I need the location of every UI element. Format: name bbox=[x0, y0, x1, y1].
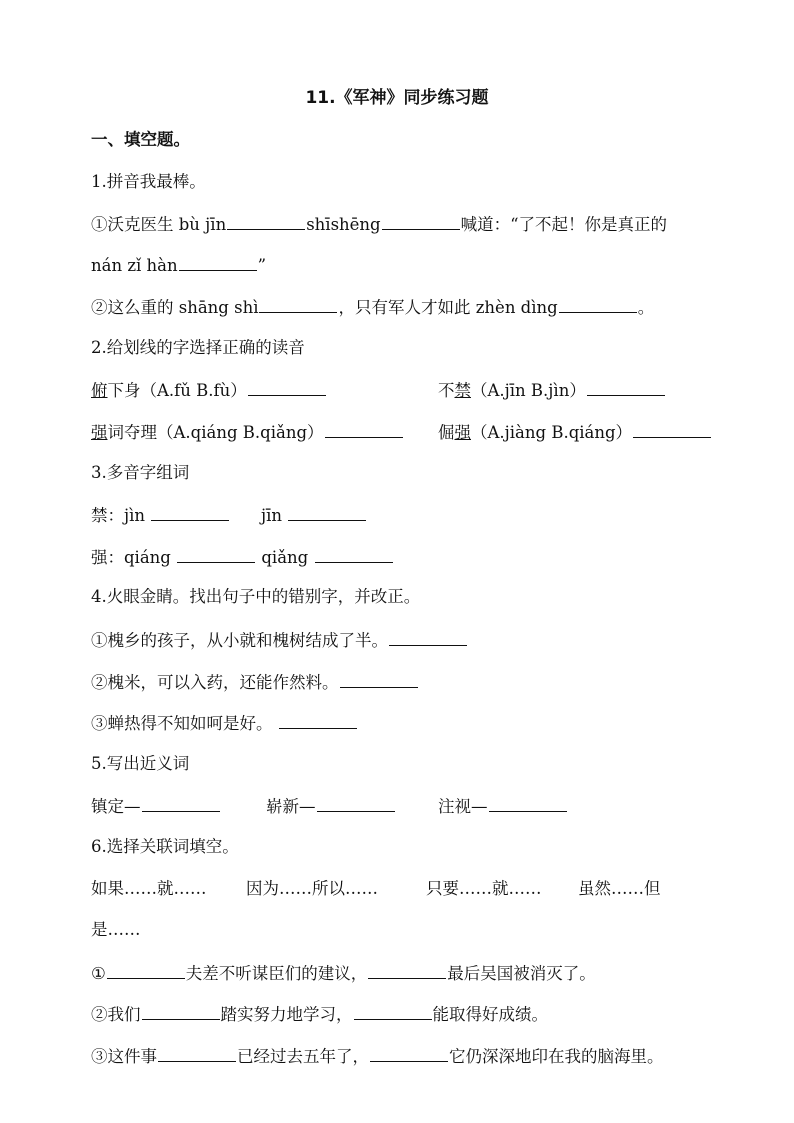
answer-blank[interactable] bbox=[248, 377, 326, 396]
q1-text: shīshēng bbox=[306, 215, 381, 234]
q3-text: qiǎng bbox=[261, 548, 309, 567]
q6-sentence-1 bbox=[91, 960, 734, 986]
q3-text: jīn bbox=[261, 506, 283, 525]
q4-sentence-2 bbox=[91, 669, 734, 695]
answer-blank[interactable] bbox=[382, 211, 460, 230]
q5-text: 崭新— bbox=[266, 797, 316, 816]
q2-item-text: 下身（A.fǔ B.fù） bbox=[107, 381, 247, 400]
answer-blank[interactable] bbox=[389, 627, 467, 646]
answer-blank[interactable] bbox=[587, 377, 665, 396]
q3-text: 禁：jìn bbox=[91, 506, 146, 525]
q2-item-text: （A.jīn B.jìn） bbox=[471, 381, 586, 400]
q1-line-2 bbox=[91, 252, 734, 278]
q2-item-text: 倔 bbox=[438, 423, 455, 442]
q2-heading: 2.给划线的字选择正确的读音 bbox=[91, 338, 305, 357]
q4-text: ③蝉热得不知如呵是好。 bbox=[91, 714, 273, 733]
q6-option: 因为……所以…… bbox=[246, 879, 378, 898]
answer-blank[interactable] bbox=[633, 419, 711, 438]
q1-text: ，只有军人才如此 zhèn dìng bbox=[338, 298, 558, 317]
answer-blank[interactable] bbox=[354, 1001, 432, 1020]
answer-blank[interactable] bbox=[317, 793, 395, 812]
q1-line-1 bbox=[91, 211, 734, 237]
answer-blank[interactable] bbox=[370, 1043, 448, 1062]
section-heading-fill-blanks: 一、填空题。 bbox=[91, 130, 190, 149]
q5-item bbox=[266, 793, 396, 819]
q4-sentence-3 bbox=[91, 710, 734, 736]
q6-options-wrap: 是…… bbox=[91, 920, 141, 939]
answer-blank[interactable] bbox=[489, 793, 567, 812]
q2-item-a bbox=[91, 377, 327, 403]
q6-sentence-3 bbox=[91, 1043, 734, 1069]
q1-text: ①沃克医生 bù jīn bbox=[91, 215, 227, 234]
q1-line-3 bbox=[91, 294, 734, 320]
answer-blank[interactable] bbox=[227, 211, 305, 230]
q2-item-c bbox=[91, 419, 404, 445]
q4-text: ①槐乡的孩子，从小就和槐树结成了半。 bbox=[91, 631, 388, 650]
underlined-char: 强 bbox=[91, 423, 108, 442]
answer-blank[interactable] bbox=[158, 1043, 236, 1062]
underlined-char: 强 bbox=[454, 423, 471, 442]
q6-sentence-2 bbox=[91, 1001, 734, 1027]
underlined-char: 俯 bbox=[91, 381, 108, 400]
q6-option: 虽然……但 bbox=[578, 879, 661, 898]
q5-text: 镇定— bbox=[91, 797, 141, 816]
q5-item bbox=[438, 793, 568, 819]
q1-text: ②这么重的 shāng shì bbox=[91, 298, 259, 317]
q4-sentence-1 bbox=[91, 627, 734, 653]
q5-item bbox=[91, 793, 221, 819]
answer-blank[interactable] bbox=[151, 502, 229, 521]
answer-blank[interactable] bbox=[259, 294, 337, 313]
answer-blank[interactable] bbox=[177, 544, 255, 563]
answer-blank[interactable] bbox=[325, 419, 403, 438]
q5-text: 注视— bbox=[438, 797, 488, 816]
q6-option: 如果……就…… bbox=[91, 879, 207, 898]
q6-text: 踏实努力地学习， bbox=[220, 1005, 353, 1024]
answer-blank[interactable] bbox=[368, 960, 446, 979]
q1-text: ” bbox=[257, 256, 267, 275]
q1-text: 喊道：“了不起！你是真正的 bbox=[460, 215, 668, 234]
q6-heading: 6.选择关联词填空。 bbox=[91, 837, 239, 856]
q2-item-b bbox=[438, 377, 666, 403]
q2-item-text: 不 bbox=[438, 381, 455, 400]
q3-item bbox=[261, 502, 367, 528]
answer-blank[interactable] bbox=[288, 502, 366, 521]
q6-text: 能取得好成绩。 bbox=[432, 1005, 548, 1024]
q2-item-d bbox=[438, 419, 712, 445]
answer-blank[interactable] bbox=[142, 793, 220, 812]
q6-text: ① bbox=[91, 964, 106, 983]
q3-line-2 bbox=[91, 544, 734, 570]
q4-text: ②槐米，可以入药，还能作然料。 bbox=[91, 673, 339, 692]
q6-text: 最后吴国被消灭了。 bbox=[447, 964, 596, 983]
q3-heading: 3.多音字组词 bbox=[91, 463, 190, 482]
answer-blank[interactable] bbox=[179, 252, 257, 271]
underlined-char: 禁 bbox=[454, 381, 471, 400]
q4-heading: 4.火眼金睛。找出句子中的错别字，并改正。 bbox=[91, 587, 421, 606]
answer-blank[interactable] bbox=[315, 544, 393, 563]
q6-text: ②我们 bbox=[91, 1005, 141, 1024]
q6-text: 它仍深深地印在我的脑海里。 bbox=[449, 1047, 664, 1066]
q1-text: nán zǐ hàn bbox=[91, 256, 178, 275]
page-title: 11.《军神》同步练习题 bbox=[305, 88, 489, 108]
answer-blank[interactable] bbox=[559, 294, 637, 313]
q3-text: 强：qiáng bbox=[91, 548, 171, 567]
q1-text: 。 bbox=[637, 298, 655, 317]
q1-heading: 1.拼音我最棒。 bbox=[91, 172, 206, 191]
q3-item bbox=[91, 502, 230, 528]
q6-text: 夫差不听谋臣们的建议， bbox=[185, 964, 368, 983]
q5-heading: 5.写出近义词 bbox=[91, 754, 190, 773]
answer-blank[interactable] bbox=[279, 710, 357, 729]
q6-text: 已经过去五年了， bbox=[237, 1047, 369, 1066]
q2-item-text: 词夺理（A.qiáng B.qiǎng） bbox=[107, 423, 324, 442]
answer-blank[interactable] bbox=[107, 960, 185, 979]
answer-blank[interactable] bbox=[340, 669, 418, 688]
answer-blank[interactable] bbox=[142, 1001, 220, 1020]
q6-option: 只要……就…… bbox=[426, 879, 542, 898]
q6-text: ③这件事 bbox=[91, 1047, 157, 1066]
q2-item-text: （A.jiàng B.qiáng） bbox=[471, 423, 633, 442]
